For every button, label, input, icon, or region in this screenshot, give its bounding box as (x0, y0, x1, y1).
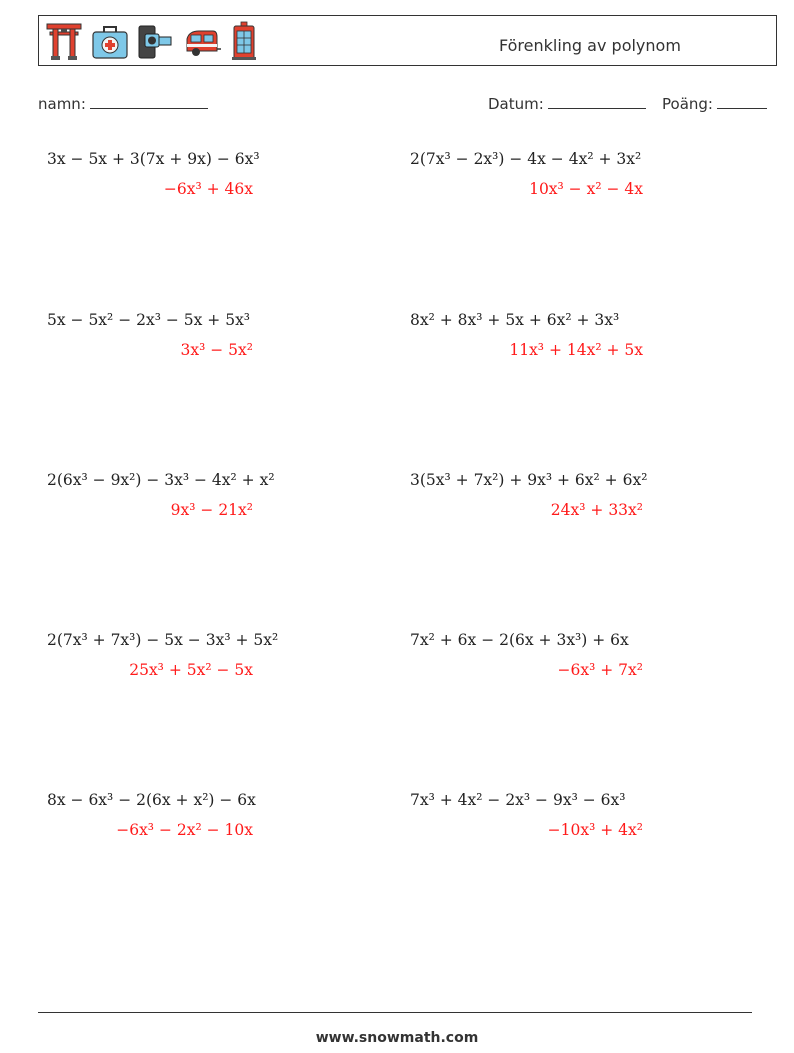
footer-divider (38, 1012, 752, 1013)
problem-answer: −6x³ + 7x² (557, 661, 643, 679)
score-field[interactable] (662, 94, 767, 113)
date-label: Datum: (488, 95, 544, 113)
problem-expression: 2(6x³ − 9x²) − 3x³ − 4x² + x² (47, 471, 275, 489)
sheet-title: Förenkling av polynom (499, 36, 681, 55)
name-label: namn: (38, 95, 86, 113)
date-field[interactable] (488, 94, 646, 113)
name-field[interactable] (38, 94, 208, 113)
problem-expression: 3x − 5x + 3(7x + 9x) − 6x³ (47, 150, 260, 168)
camcorder-icon (137, 21, 175, 61)
caravan-icon (183, 21, 221, 61)
icon-strip (45, 21, 259, 61)
name-blank[interactable] (90, 94, 208, 109)
problem-answer: 10x³ − x² − 4x (529, 180, 643, 198)
first-aid-kit-icon (91, 21, 129, 61)
phone-booth-icon (229, 21, 259, 61)
problem-answer: 3x³ − 5x² (180, 341, 253, 359)
problem-expression: 3(5x³ + 7x²) + 9x³ + 6x² + 6x² (410, 471, 648, 489)
problem-expression: 8x − 6x³ − 2(6x + x²) − 6x (47, 791, 256, 809)
problem-answer: 24x³ + 33x² (550, 501, 643, 519)
problem-answer: −6x³ + 46x (163, 180, 253, 198)
footer-website: www.snowmath.com (315, 1030, 479, 1046)
problem-answer: 25x³ + 5x² − 5x (129, 661, 253, 679)
torii-gate-icon (45, 21, 83, 61)
score-label: Poäng: (662, 95, 713, 113)
problem-answer: −6x³ − 2x² − 10x (116, 821, 253, 839)
problem-answer: −10x³ + 4x² (547, 821, 643, 839)
header-box (38, 15, 777, 66)
problem-expression: 5x − 5x² − 2x³ − 5x + 5x³ (47, 311, 251, 329)
problem-expression: 7x³ + 4x² − 2x³ − 9x³ − 6x³ (410, 791, 626, 809)
score-blank[interactable] (717, 94, 767, 109)
problem-expression: 7x² + 6x − 2(6x + 3x³) + 6x (410, 631, 629, 649)
problem-expression: 8x² + 8x³ + 5x + 6x² + 3x³ (410, 311, 620, 329)
problem-expression: 2(7x³ + 7x³) − 5x − 3x³ + 5x² (47, 631, 279, 649)
date-blank[interactable] (548, 94, 646, 109)
problem-answer: 9x³ − 21x² (170, 501, 253, 519)
problem-expression: 2(7x³ − 2x³) − 4x − 4x² + 3x² (410, 150, 642, 168)
problem-answer: 11x³ + 14x² + 5x (509, 341, 643, 359)
